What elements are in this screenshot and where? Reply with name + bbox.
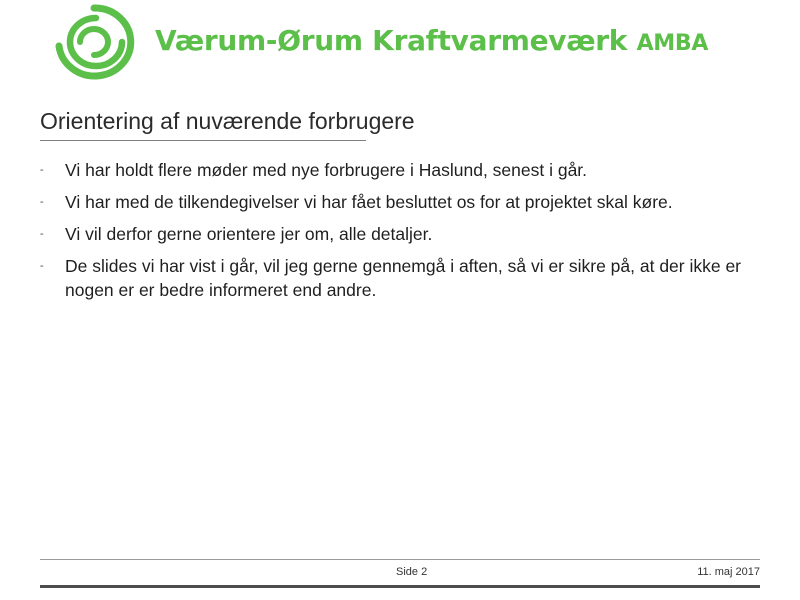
bullet-text: De slides vi har vist i går, vil jeg gerne gennemgå i aften, så vi er sikre på, at der ikke er nogen er er bedre informeret end andre.: [65, 256, 742, 300]
bullet-list: [40, 158, 770, 310]
bullet-marker: -: [40, 164, 44, 176]
company-name-suffix: AMBA: [636, 31, 709, 56]
bullet-item: [40, 158, 770, 182]
bullet-marker: -: [40, 196, 44, 208]
company-name: [155, 24, 708, 57]
bullet-item: [40, 190, 770, 214]
page-number: Side 2: [396, 566, 428, 578]
slide-title: Orientering af nuværende forbrugere: [40, 108, 415, 134]
bullet-text: Vi vil derfor gerne orientere jer om, alle detaljer.: [65, 224, 433, 244]
company-name-main: Værum-Ørum Kraftvarmeværk: [155, 24, 628, 57]
footer-divider-top: [40, 559, 760, 560]
title-underline: [40, 140, 366, 141]
bullet-item: [40, 254, 770, 302]
green-swirl-logo-icon: [50, 2, 140, 80]
bullet-marker: -: [40, 260, 44, 272]
bullet-marker: -: [40, 228, 44, 240]
footer-divider-bottom: [40, 585, 760, 588]
bullet-text: Vi har holdt flere møder med nye forbrugere i Haslund, senest i går.: [65, 160, 588, 180]
footer-date: 11. maj 2017: [697, 566, 760, 578]
bullet-item: [40, 222, 770, 246]
bullet-text: Vi har med de tilkendegivelser vi har fået besluttet os for at projektet skal køre.: [65, 192, 673, 212]
